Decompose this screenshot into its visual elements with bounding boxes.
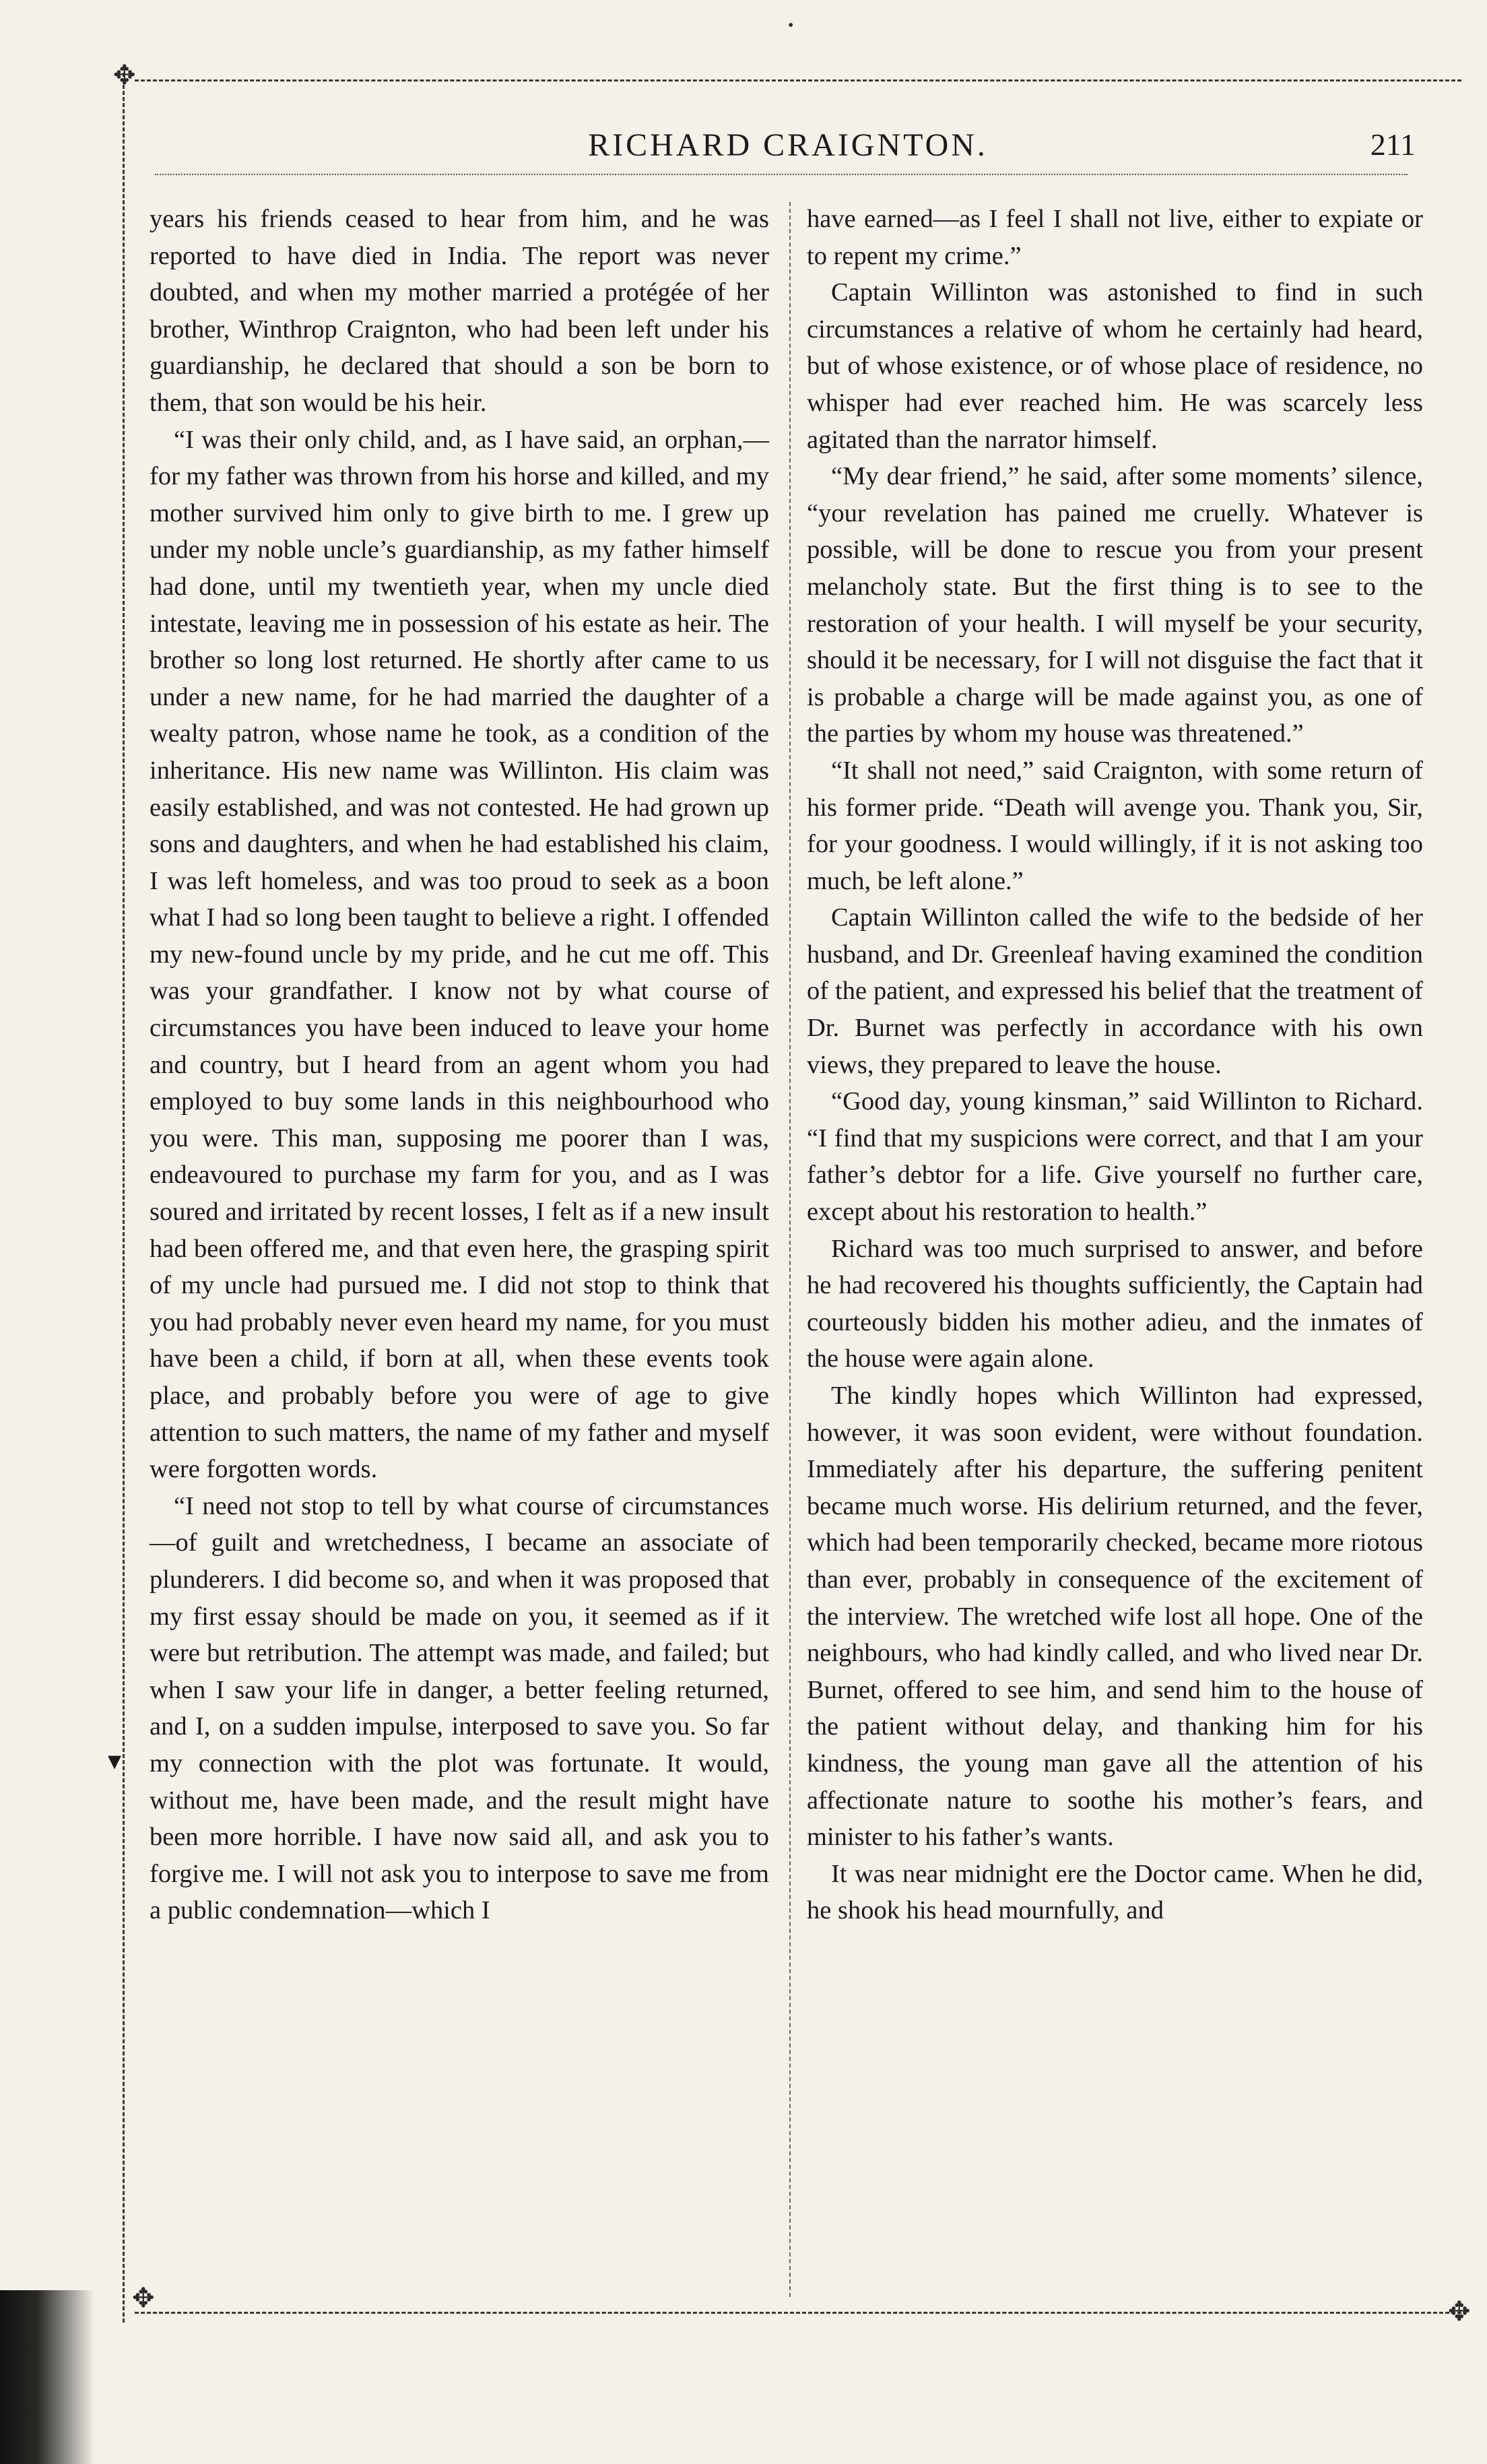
corner-ornament-bottom-right: ✥ — [1448, 2296, 1471, 2327]
column-divider — [789, 202, 791, 2297]
paragraph: “Good day, young kinsman,” said Willinton to Richard. “I find that my suspicions were correct, and that I am your father’s debtor for a life. Give yourself no further care, except about his restoration to health.” — [807, 1087, 1423, 1227]
paragraph: It was near midnight ere the Doctor came. When he did, he shook his head mournfully, and — [807, 1859, 1423, 1925]
margin-ink-mark: ▾ — [108, 1745, 122, 1776]
paragraph: Richard was too much surprised to answer, and before he had recovered his thoughts sufficiently, the Captain had courteously bidden his mother adieu, and the inmates of the house were again alone. — [807, 1234, 1423, 1373]
paragraph: “I need not stop to tell by what course of circumstances—of guilt and wretchedness, I became an associate of plunderers. I did become so, and when it was proposed that my first essay should be made on you, it seemed as if it were but retribution. The attempt was made, and failed; but when I saw your life in danger, a better feeling returned, and I, on a sudden impulse, interposed to save you. So far my connection with the plot was fortunate. It would, without me, have been made, and the result might have been more horrible. I have now said all, and ask you to forgive me. I will not ask you to interpose to save me from a public condemnation—which I — [150, 1491, 769, 1925]
corner-ornament-top-left: ✥ — [113, 60, 136, 90]
paragraph: The kindly hopes which Willinton had expressed, however, it was soon evident, were without foundation. Immediately after his departure, the suffering penitent became much worse. His delirium returned, and the fever, which had been temporarily checked, became more riotous than ever, probably in consequence of the excitement of the interview. The wretched wife lost all hope. One of the neighbours, who had kindly called, and who lived near Dr. Burnet, offered to see him, and send him to the house of the patient without delay, and thanking him for his kindness, the young man gave all the attention of his affectionate nature to soothe his mother’s fears, and minister to his father’s wants. — [807, 1382, 1423, 1852]
left-column — [150, 201, 769, 1929]
paragraph: Captain Willinton was astonished to find in such circumstances a relative of whom he certainly had heard, but of whose existence, or of whose place of residence, no whisper had ever reached him. He was scarcely less agitated than the narrator himself. — [807, 278, 1423, 454]
paragraph: “It shall not need,” said Craignton, with some return of his former pride. “Death will avenge you. Thank you, Sir, for your goodness. I would willingly, if it is not asking too much, be left alone.” — [807, 756, 1423, 895]
page-number: 211 — [1370, 127, 1416, 162]
corner-ornament-bottom-left: ✥ — [132, 2283, 155, 2313]
header-rule — [155, 174, 1408, 175]
running-title: RICHARD CRAIGNTON. — [588, 127, 988, 163]
paragraph: Captain Willinton called the wife to the bedside of her husband, and Dr. Greenleaf having examined the condition of the patient, and expressed his belief that the treatment of Dr. Burnet was perfectly in accordance with his own views, they prepared to leave the house. — [807, 903, 1423, 1079]
right-column — [807, 201, 1423, 1929]
paragraph: “My dear friend,” he said, after some moments’ silence, “your revelation has pained me cruelly. Whatever is possible, will be done to rescue you from your present melancholy state. But the first thing is to see to the restoration of your health. I will myself be your security, should it be necessary, for I will not disguise the fact that it is probable a charge will be made against you, as one of the parties by whom my house was threatened.” — [807, 462, 1423, 748]
paragraph: have earned—as I feel I shall not live, either to expiate or to repent my crime.” — [807, 205, 1423, 270]
book-spine-shadow — [0, 2290, 94, 2464]
left-ornamental-border — [123, 73, 125, 2323]
paragraph: years his friends ceased to hear from him, and he was reported to have died in India. The report was never doubted, and when my mother married a protégée of her brother, Winthrop Craignton, who had been left under his guardianship, he declared that should a son be born to them, that son would be his heir. — [150, 205, 769, 417]
top-ornamental-border — [135, 79, 1461, 82]
paragraph: “I was their only child, and, as I have said, an orphan,—for my father was thrown from his horse and killed, and my mother survived him only to give birth to me. I grew up under my noble uncle’s guardianship, as my father himself had done, until my twentieth year, when my uncle died intestate, leaving me in possession of his estate as heir. The brother so long lost returned. He shortly after came to us under a new name, for he had married the daughter of a wealty patron, whose name he took, as a condition of the inheritance. His new name was Willinton. His claim was easily established, and was not contested. He had grown up sons and daughters, and when he had established his claim, I was left homeless, and was too proud to seek as a boon what I had so long been taught to believe a right. I offended my new-found uncle by my pride, and he cut me off. This was your grandfather. I know not by what course of circumstances you have been induced to leave your home and country, but I heard from an agent whom you had employed to buy some lands in this neighbourhood who you were. This man, supposing me poorer than I was, endeavoured to purchase my farm for you, and as I was soured and irritated by recent losses, I felt as if a new insult had been offered me, and that even here, the grasping spirit of my uncle had pursued me. I did not stop to think that you had probably never even heard my name, for you must have been a child, if born at all, when these events took place, and probably before you were of age to give attention to such matters, the name of my father and myself were forgotten words. — [150, 425, 769, 1484]
page-header — [155, 127, 1421, 174]
bottom-ornamental-border — [135, 2312, 1461, 2314]
top-dot-ornament: • — [788, 17, 794, 34]
